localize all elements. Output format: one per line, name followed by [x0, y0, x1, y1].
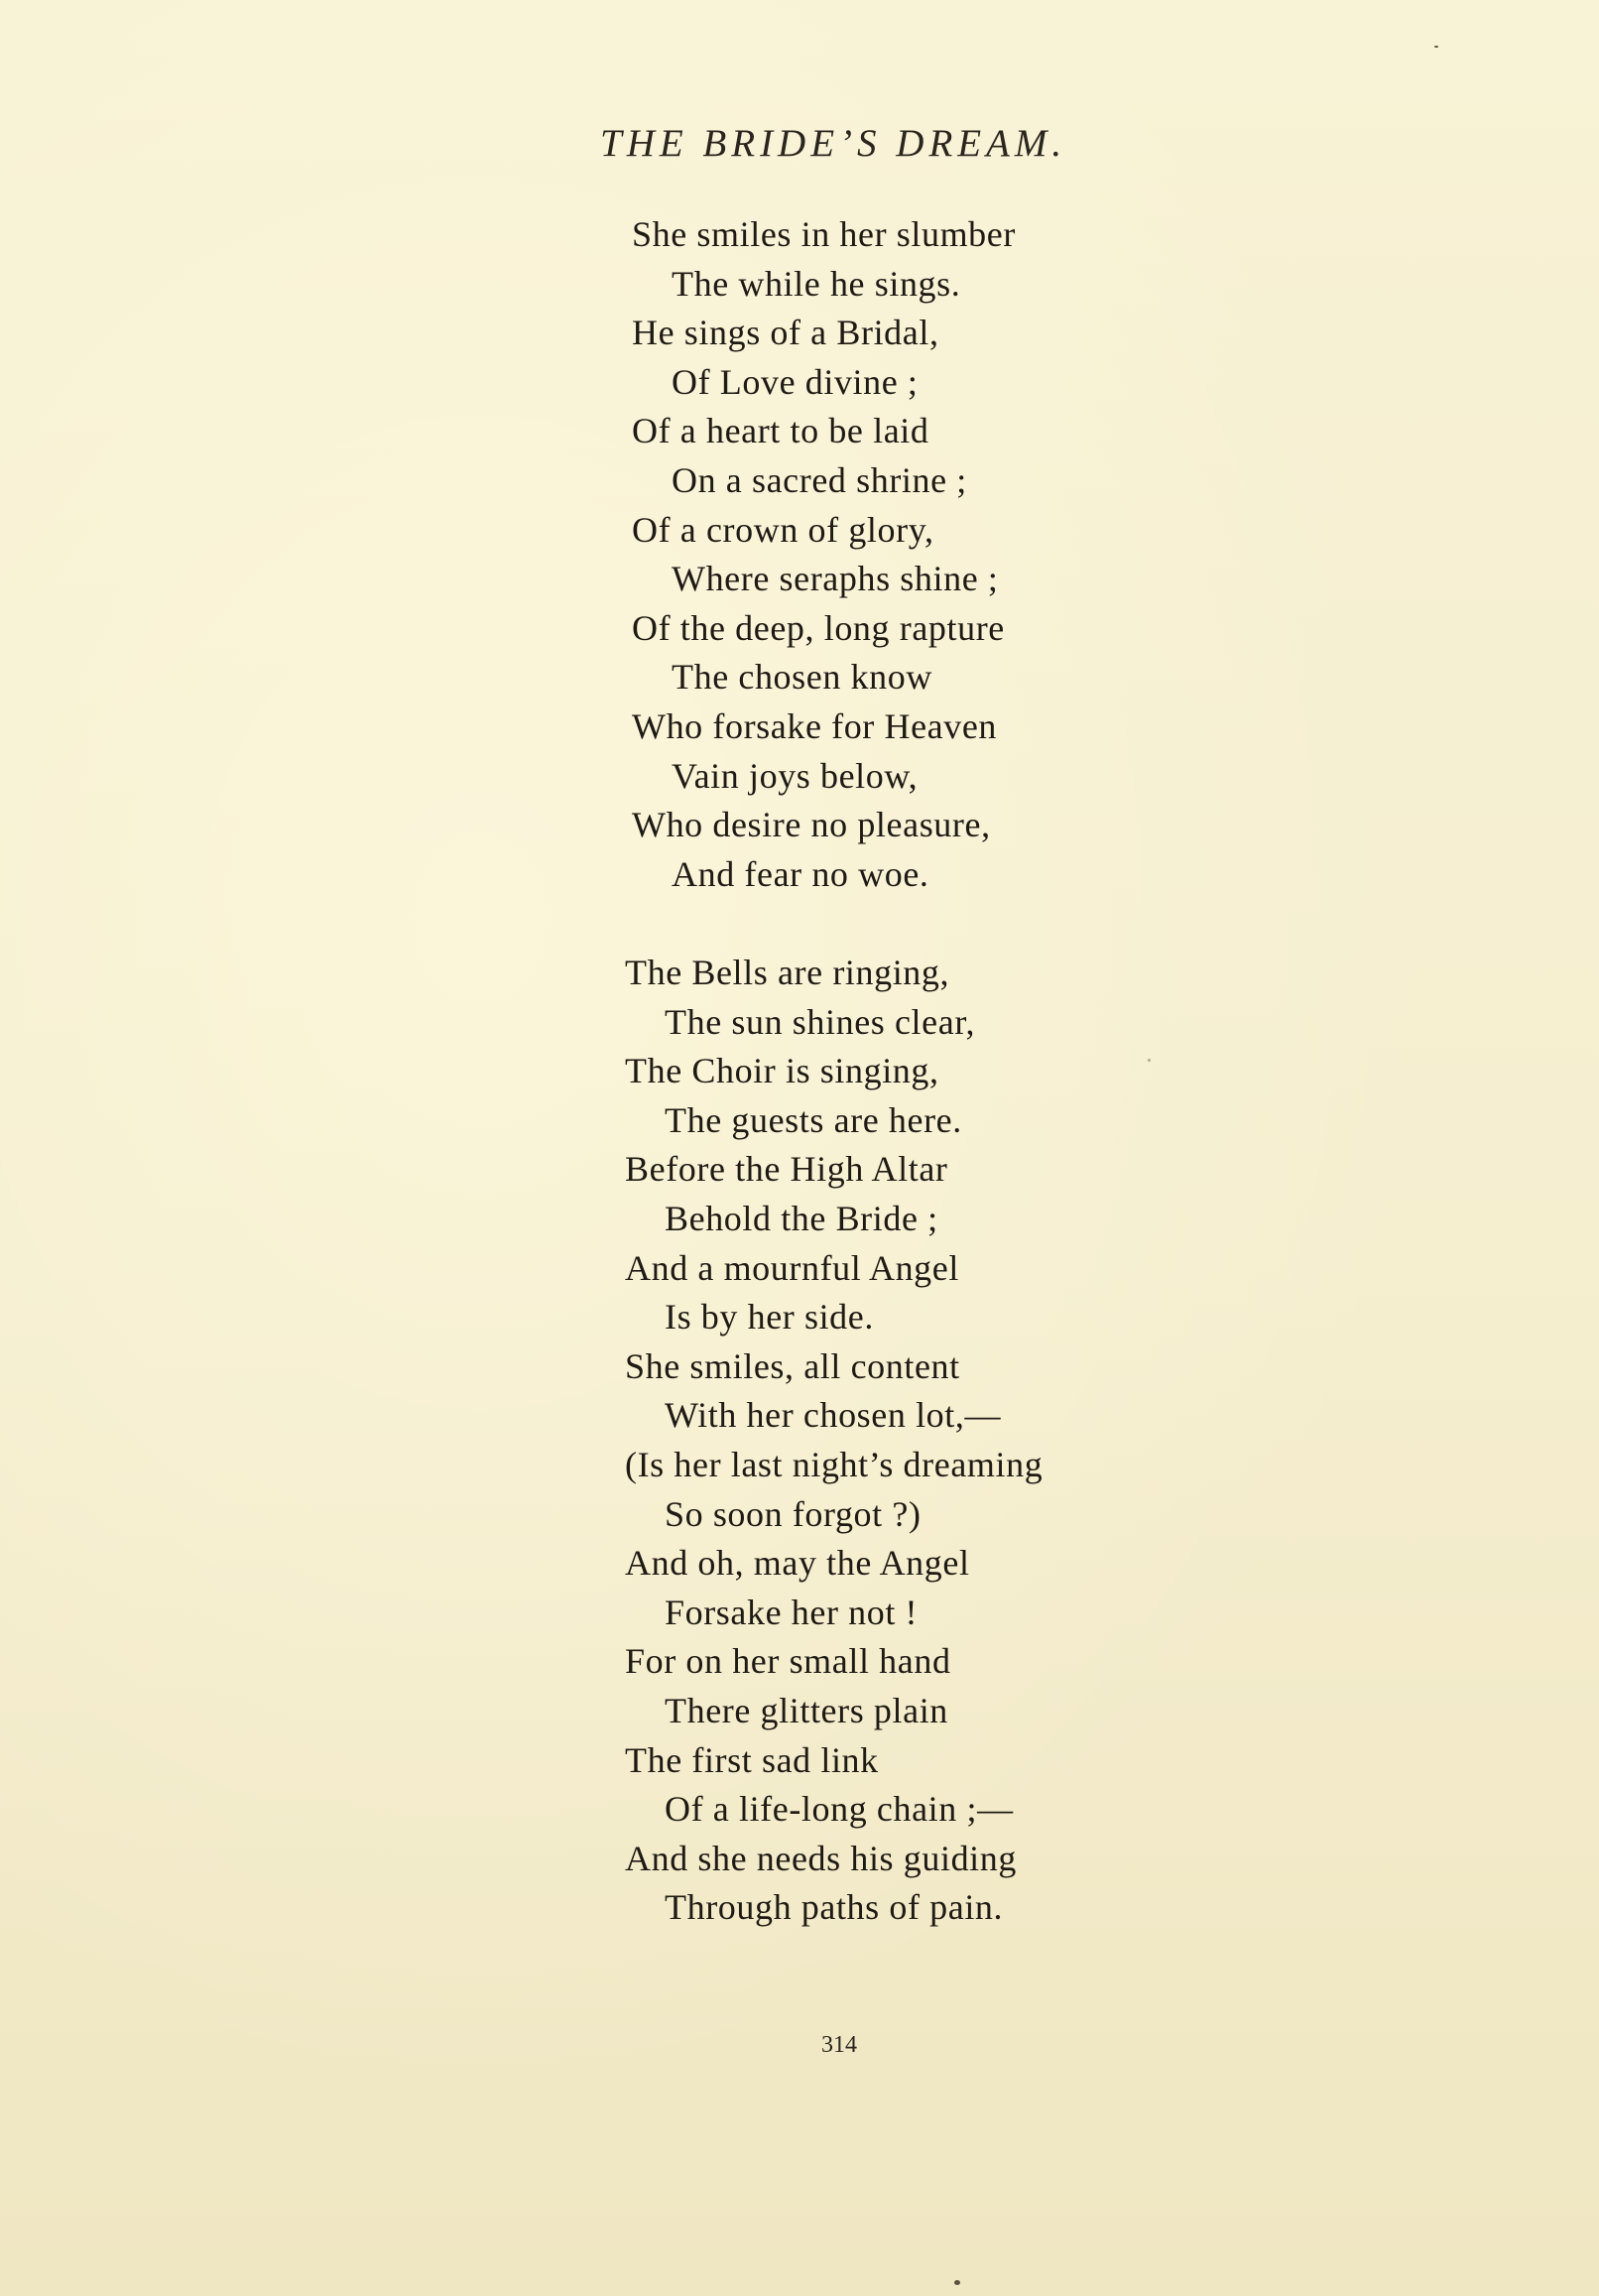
verse-line: Of a life-long chain ;— [665, 1789, 1014, 1830]
stanza-1 [0, 210, 1016, 899]
verse-line: (Is her last night’s dreaming [625, 1444, 1044, 1484]
verse-line: The sun shines clear, [665, 1001, 976, 1042]
verse-line: Vain joys below, [672, 755, 919, 796]
paper-speck [954, 2280, 960, 2285]
verse-line: Of Love divine ; [672, 361, 919, 402]
verse-line: There glitters plain [665, 1690, 948, 1730]
verse-line: The while he sings. [672, 263, 961, 304]
verse-line: Of the deep, long rapture [632, 607, 1005, 648]
verse-line: Behold the Bride ; [665, 1198, 938, 1238]
verse-line: For on her small hand [625, 1641, 951, 1682]
verse-line: She smiles, all content [625, 1345, 960, 1386]
verse-line: Of a crown of glory, [632, 509, 934, 550]
verse-line: The Choir is singing, [625, 1051, 939, 1091]
verse-line: And a mournful Angel [625, 1247, 959, 1288]
verse-line: She smiles in her slumber [632, 214, 1016, 254]
verse-line: Before the High Altar [625, 1149, 948, 1190]
verse-line: He sings of a Bridal, [632, 313, 939, 353]
verse-line: Who desire no pleasure, [632, 805, 991, 845]
page-number: 314 [821, 2032, 857, 2058]
paper-speck [1434, 46, 1438, 48]
verse-line: The chosen know [672, 657, 932, 698]
verse-line: The guests are here. [665, 1099, 962, 1140]
verse-line: Is by her side. [665, 1297, 874, 1338]
verse-line: The Bells are ringing, [625, 953, 950, 992]
verse-line: And she needs his guiding [625, 1838, 1017, 1878]
verse-line: Of a heart to be laid [632, 411, 929, 451]
verse-line: Who forsake for Heaven [632, 705, 998, 746]
verse-line: On a sacred shrine ; [672, 459, 967, 500]
verse-line: Where seraphs shine ; [672, 559, 999, 599]
verse-line: And oh, may the Angel [625, 1543, 970, 1584]
running-title: THE BRIDE’S DREAM. [600, 122, 1067, 165]
paper-speck [1148, 1059, 1151, 1062]
verse-line: The first sad link [625, 1739, 879, 1780]
verse-line: With her chosen lot,— [665, 1395, 1002, 1436]
verse-line: And fear no woe. [672, 853, 929, 894]
stanza-2 [0, 949, 1043, 1933]
verse-line: So soon forgot ?) [665, 1493, 922, 1534]
verse-line: Through paths of pain. [665, 1887, 1004, 1928]
verse-line: Forsake her not ! [665, 1592, 919, 1632]
